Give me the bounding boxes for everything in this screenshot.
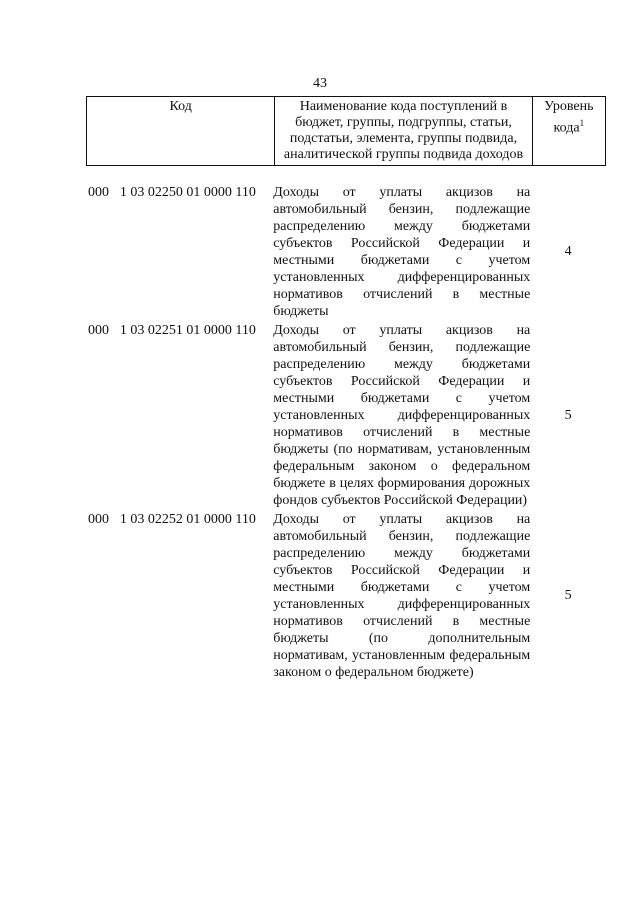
admin-code: 000 <box>88 185 109 200</box>
admin-code: 000 <box>88 323 109 338</box>
income-code: 1 03 02252 01 0000 110 <box>119 512 256 527</box>
code-level: 5 <box>564 588 572 603</box>
table-header <box>86 96 606 166</box>
table-row <box>86 511 606 681</box>
header-name: Наименование кода поступлений в бюджет, группы, подгруппы, статьи, подстатьи, элемента, группы подвида, аналитической группы подвида доходов <box>275 97 532 166</box>
header-level <box>532 97 605 166</box>
table-row <box>86 322 606 509</box>
income-code: 1 03 02250 01 0000 110 <box>119 185 256 200</box>
code-level: 4 <box>564 244 572 259</box>
income-name: Доходы от уплаты акцизов на автомобильный бензин, подлежащие распределению между бюджетами субъектов Российской Федерации и местными бюджетами с учетом установленных дифференцированных нормативов отчислений в местные бюджеты (по дополнительным нормативам, установленным федеральным законом о федеральном бюджете) <box>273 512 531 680</box>
table-row <box>86 184 606 320</box>
code-level: 5 <box>564 407 572 423</box>
income-code: 1 03 02251 01 0000 110 <box>119 323 256 338</box>
header-level-label: Уровень кода <box>544 99 594 136</box>
footnote-marker: 1 <box>579 118 585 128</box>
page-number: 43 <box>313 76 327 91</box>
table-body <box>86 184 606 681</box>
header-code: Код <box>87 97 275 166</box>
income-name: Доходы от уплаты акцизов на автомобильный бензин, подлежащие распределению между бюджетами субъектов Российской Федерации и местными бюджетами с учетом установленных дифференцированных нормативов отчислений в местные бюджеты (по нормативам, установленным федеральным законом о федеральном бюджете в целях формирования дорожных фондов субъектов Российской Федерации) <box>273 323 531 508</box>
income-name: Доходы от уплаты акцизов на автомобильный бензин, подлежащие распределению между бюджетами субъектов Российской Федерации и местными бюджетами с учетом установленных дифференцированных нормативов отчислений в местные бюджеты <box>273 185 531 319</box>
admin-code: 000 <box>88 512 109 527</box>
